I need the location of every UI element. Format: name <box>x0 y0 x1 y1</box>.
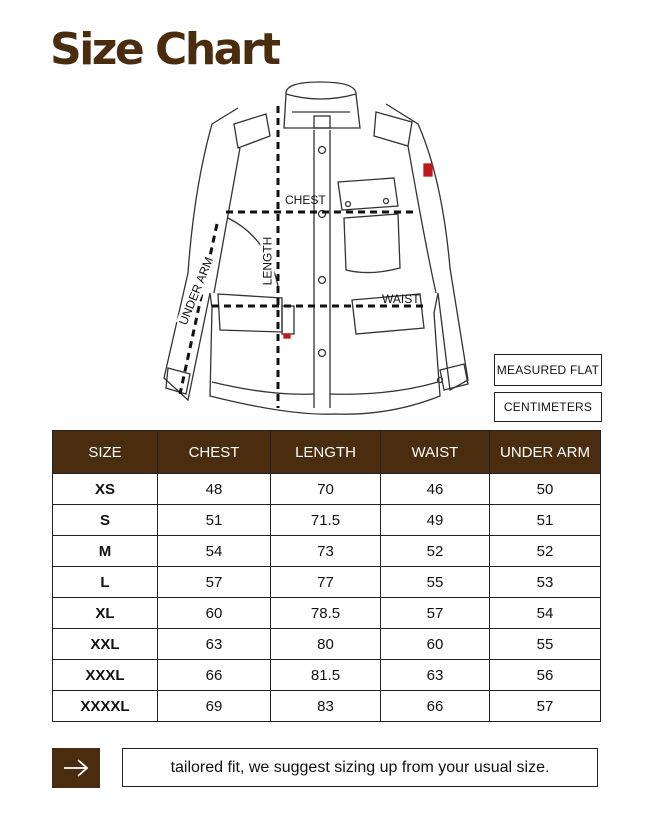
size-cell: M <box>53 536 158 567</box>
waist-label: WAIST <box>382 292 420 306</box>
header-length: LENGTH <box>271 431 381 474</box>
size-cell: L <box>53 567 158 598</box>
table-row <box>53 691 601 722</box>
under-arm-cell: 56 <box>490 660 601 691</box>
header-chest: CHEST <box>158 431 271 474</box>
under-arm-cell: 52 <box>490 536 601 567</box>
under-arm-label: UNDER ARM <box>176 254 216 328</box>
chest-cell: 63 <box>158 629 271 660</box>
sizing-note: tailored fit, we suggest sizing up from your usual size. <box>122 748 598 787</box>
table-row <box>53 536 601 567</box>
chest-cell: 57 <box>158 567 271 598</box>
under-arm-cell: 55 <box>490 629 601 660</box>
measured-flat-tag: MEASURED FLAT <box>494 354 602 386</box>
table-row <box>53 660 601 691</box>
header-size: SIZE <box>53 431 158 474</box>
under-arm-cell: 50 <box>490 474 601 505</box>
chest-cell: 60 <box>158 598 271 629</box>
jacket-illustration <box>150 78 490 418</box>
waist-cell: 60 <box>381 629 490 660</box>
length-cell: 78.5 <box>271 598 381 629</box>
size-cell: XS <box>53 474 158 505</box>
arrow-right-icon <box>62 758 90 778</box>
size-cell: S <box>53 505 158 536</box>
length-cell: 77 <box>271 567 381 598</box>
size-cell: XXXXL <box>53 691 158 722</box>
waist-cell: 49 <box>381 505 490 536</box>
chest-cell: 51 <box>158 505 271 536</box>
chest-label: CHEST <box>285 193 326 207</box>
table-row <box>53 629 601 660</box>
under-arm-cell: 54 <box>490 598 601 629</box>
length-label: LENGTH <box>260 236 275 286</box>
under-arm-cell: 57 <box>490 691 601 722</box>
table-row <box>53 474 601 505</box>
header-under-arm: UNDER ARM <box>490 431 601 474</box>
table-row <box>53 567 601 598</box>
length-cell: 73 <box>271 536 381 567</box>
waist-cell: 66 <box>381 691 490 722</box>
waist-cell: 52 <box>381 536 490 567</box>
header-waist: WAIST <box>381 431 490 474</box>
size-cell: XXXL <box>53 660 158 691</box>
table-header-row <box>53 431 601 474</box>
waist-cell: 63 <box>381 660 490 691</box>
length-cell: 70 <box>271 474 381 505</box>
size-cell: XXL <box>53 629 158 660</box>
chest-cell: 69 <box>158 691 271 722</box>
size-table <box>52 430 601 722</box>
waist-cell: 57 <box>381 598 490 629</box>
length-cell: 80 <box>271 629 381 660</box>
chest-cell: 54 <box>158 536 271 567</box>
arrow-button[interactable] <box>52 748 100 788</box>
waist-cell: 46 <box>381 474 490 505</box>
length-cell: 81.5 <box>271 660 381 691</box>
page-title: Size Chart <box>50 24 279 75</box>
table-row <box>53 598 601 629</box>
under-arm-cell: 53 <box>490 567 601 598</box>
size-cell: XL <box>53 598 158 629</box>
chest-cell: 66 <box>158 660 271 691</box>
waist-cell: 55 <box>381 567 490 598</box>
chest-cell: 48 <box>158 474 271 505</box>
table-row <box>53 505 601 536</box>
length-cell: 83 <box>271 691 381 722</box>
units-tag: CENTIMETERS <box>494 392 602 422</box>
length-cell: 71.5 <box>271 505 381 536</box>
under-arm-cell: 51 <box>490 505 601 536</box>
